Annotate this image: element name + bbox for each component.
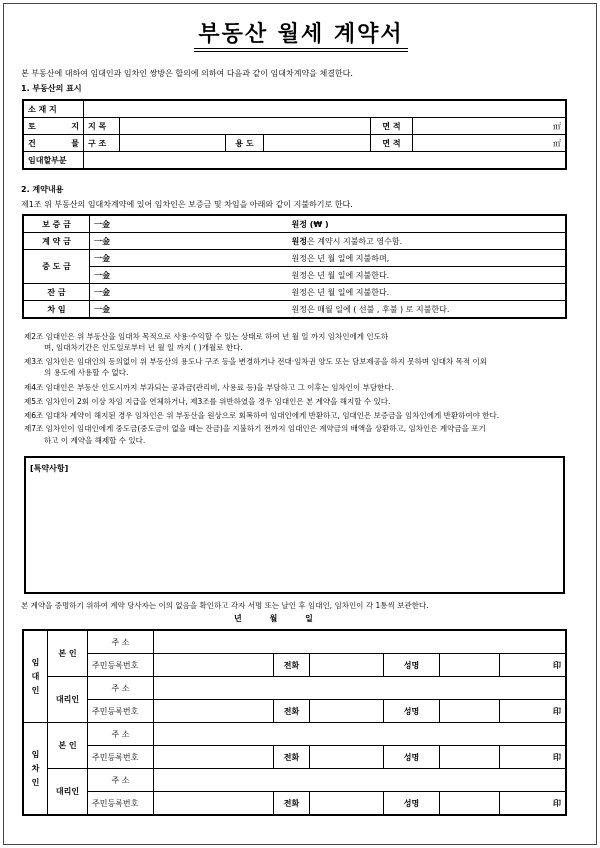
deposit-label: 보 증 금 — [24, 216, 90, 233]
contract-deposit-label: 계 약 금 — [24, 233, 90, 250]
special-terms-box[interactable] — [24, 456, 565, 594]
section1-heading: 1. 부동산의 표시 — [21, 84, 82, 93]
interim-text-2: 원정은 년 월 일에 지불한다. — [288, 267, 566, 284]
landlord-name-label: 성명 — [384, 654, 440, 677]
landlord-id-label: 주민등록번호 — [88, 654, 154, 677]
landlord-address-field[interactable] — [154, 631, 566, 654]
tenant-agent-name-field[interactable] — [440, 792, 500, 815]
clause-7-cont: 하고 이 계약을 해제할 수 있다. — [44, 436, 146, 445]
section2-heading: 2. 계약내용 — [21, 185, 64, 194]
tenant-agent-phone-field[interactable] — [310, 792, 384, 815]
land-category-field[interactable] — [120, 118, 371, 135]
landlord-id-field[interactable] — [154, 654, 274, 677]
land-area-label: 면 적 — [371, 118, 413, 135]
balance-text: 원정은 년 월 일에 지불한다. — [288, 284, 566, 301]
tenant-name-label: 성명 — [384, 746, 440, 769]
closing-text: 본 계약을 증명하기 위하여 계약 당사자는 이의 없음을 확인하고 각자 서명 또는 날인 후 임대인, 임차인이 각 1통씩 보관한다. — [21, 601, 429, 610]
tenant-agent-address-field[interactable] — [154, 769, 566, 792]
tenant-label: 임 차 인 — [24, 723, 48, 815]
landlord-agent-address-field[interactable] — [154, 677, 566, 700]
tenant-agent-address-label: 주 소 — [88, 769, 154, 792]
property-table: 소 재 지 토 지 지 목 면 적 ㎡ 건 물 구 조 용 도 면 적 ㎡ 임대할부분 — [23, 100, 566, 169]
rent-field[interactable]: 一金 — [90, 301, 288, 318]
structure-field[interactable] — [120, 135, 226, 152]
landlord-agent-label: 대리인 — [48, 677, 88, 723]
landlord-label: 임 대 인 — [24, 631, 48, 723]
clause-2-cont: 며, 임대차기간은 인도일로부터 년 월 일 까지 ( )개월로 한다. — [44, 343, 243, 352]
interim-field-2[interactable]: 一金 — [90, 267, 288, 284]
clause-3-cont: 의 용도에 사용할 수 없다. — [44, 368, 129, 377]
tenant-address-field[interactable] — [154, 723, 566, 746]
clause-4: 제4조 임대인은 부동산 인도시까지 부과되는 공과금(관리비, 사용료 등)을 부담하고 그 이후는 임차인이 부담한다. — [24, 383, 395, 392]
landlord-agent-address-label: 주 소 — [88, 677, 154, 700]
landlord-address-label: 주 소 — [88, 631, 154, 654]
balance-label: 잔 금 — [24, 284, 90, 301]
structure-label: 구 조 — [84, 135, 120, 152]
special-terms-label: [특약사항] — [30, 464, 69, 473]
deposit-text: 원정 (₩ ) — [288, 216, 566, 233]
tenant-agent-phone-label: 전화 — [274, 792, 310, 815]
rent-text: 원정은 매월 일에 ( 선불 , 후불 ) 로 지불한다. — [288, 301, 566, 318]
rental-part-label: 임대할부분 — [24, 152, 84, 169]
location-field[interactable] — [84, 101, 566, 118]
landlord-agent-phone-label: 전화 — [274, 700, 310, 723]
tenant-seal: 印 — [500, 746, 566, 769]
landlord-agent-id-label: 주민등록번호 — [88, 700, 154, 723]
landlord-agent-name-label: 성명 — [384, 700, 440, 723]
contract-deposit-text: 원정은 계약시 지불하고 영수함. — [288, 233, 566, 250]
building-area-label: 면 적 — [371, 135, 413, 152]
interim-field-1[interactable]: 一金 — [90, 250, 288, 267]
tenant-agent-label: 대리인 — [48, 769, 88, 815]
tenant-phone-field[interactable] — [310, 746, 384, 769]
landlord-phone-label: 전화 — [274, 654, 310, 677]
tenant-agent-name-label: 성명 — [384, 792, 440, 815]
clause-2: 제2조 임대인은 위 부동산을 임대차 목적으로 사용·수익할 수 있는 상태로 하여 년 월 일 까지 임차인에게 인도하 — [24, 332, 389, 341]
interim-label: 중 도 금 — [24, 250, 90, 284]
land-area-field[interactable]: ㎡ — [413, 118, 566, 135]
tenant-agent-id-label: 주민등록번호 — [88, 792, 154, 815]
contract-page — [3, 3, 597, 845]
landlord-agent-phone-field[interactable] — [310, 700, 384, 723]
balance-field[interactable]: 一金 — [90, 284, 288, 301]
tenant-phone-label: 전화 — [274, 746, 310, 769]
landlord-phone-field[interactable] — [310, 654, 384, 677]
usage-field[interactable] — [264, 135, 371, 152]
location-label: 소 재 지 — [24, 101, 84, 118]
rental-part-field[interactable] — [84, 152, 566, 169]
tenant-self-label: 본 인 — [48, 723, 88, 769]
tenant-id-label: 주민등록번호 — [88, 746, 154, 769]
landlord-seal: 印 — [500, 654, 566, 677]
rent-label: 차 임 — [24, 301, 90, 318]
landlord-agent-name-field[interactable] — [440, 700, 500, 723]
contract-deposit-field[interactable]: 一金 — [90, 233, 288, 250]
intro-text: 본 부동산에 대하여 임대인과 임차인 쌍방은 합의에 의하여 다음과 같이 임대차계약을 체결한다. — [21, 69, 353, 78]
article1-text: 제1조 위 부동산의 임대차계약에 있어 임차인은 보증금 및 차임을 아래와 같이 지불하기로 한다. — [21, 200, 353, 209]
clause-3: 제3조 임차인은 임대인의 동의없이 위 부동산의 용도나 구조 등을 변경하거나 전대·임차권 양도 또는 담보제공을 하지 못하며 임대차 목적 이외 — [24, 357, 488, 366]
land-category-label: 지 목 — [84, 118, 120, 135]
landlord-name-field[interactable] — [440, 654, 500, 677]
landlord-self-label: 본 인 — [48, 631, 88, 677]
landlord-agent-seal: 印 — [500, 700, 566, 723]
contract-date: 년 월 일 — [234, 614, 313, 623]
clause-7: 제7조 임차인이 임대인에게 중도금(중도금이 없을 때는 잔금)을 지불하기 전까지 임대인은 계약금의 배액을 상환하고, 임차인은 계약금을 포기 — [24, 424, 486, 433]
tenant-address-label: 주 소 — [88, 723, 154, 746]
payment-table — [23, 215, 566, 318]
tenant-agent-seal: 印 — [500, 792, 566, 815]
usage-label: 용 도 — [226, 135, 264, 152]
document-title: 부동산 월세 계약서 — [4, 22, 598, 52]
tenant-agent-id-field[interactable] — [154, 792, 274, 815]
building-area-field[interactable]: ㎡ — [413, 135, 566, 152]
interim-text-1: 원정은 년 월 일에 지불하며, — [288, 250, 566, 267]
deposit-amount-field[interactable]: 一金 — [90, 216, 288, 233]
tenant-name-field[interactable] — [440, 746, 500, 769]
signature-table — [23, 630, 566, 815]
clause-5: 제5조 임차인이 2회 이상 차임 지급을 연체하거나, 제3조를 위반하였을 경우 임대인은 본 계약을 해지할 수 있다. — [24, 397, 391, 406]
clause-6: 제6조 임대차 계약이 해지된 경우 임차인은 위 부동산을 원상으로 회복하여 임대인에게 반환하고, 임대인은 보증금을 임차인에게 반환하여야 한다. — [24, 411, 500, 420]
tenant-id-field[interactable] — [154, 746, 274, 769]
landlord-agent-id-field[interactable] — [154, 700, 274, 723]
